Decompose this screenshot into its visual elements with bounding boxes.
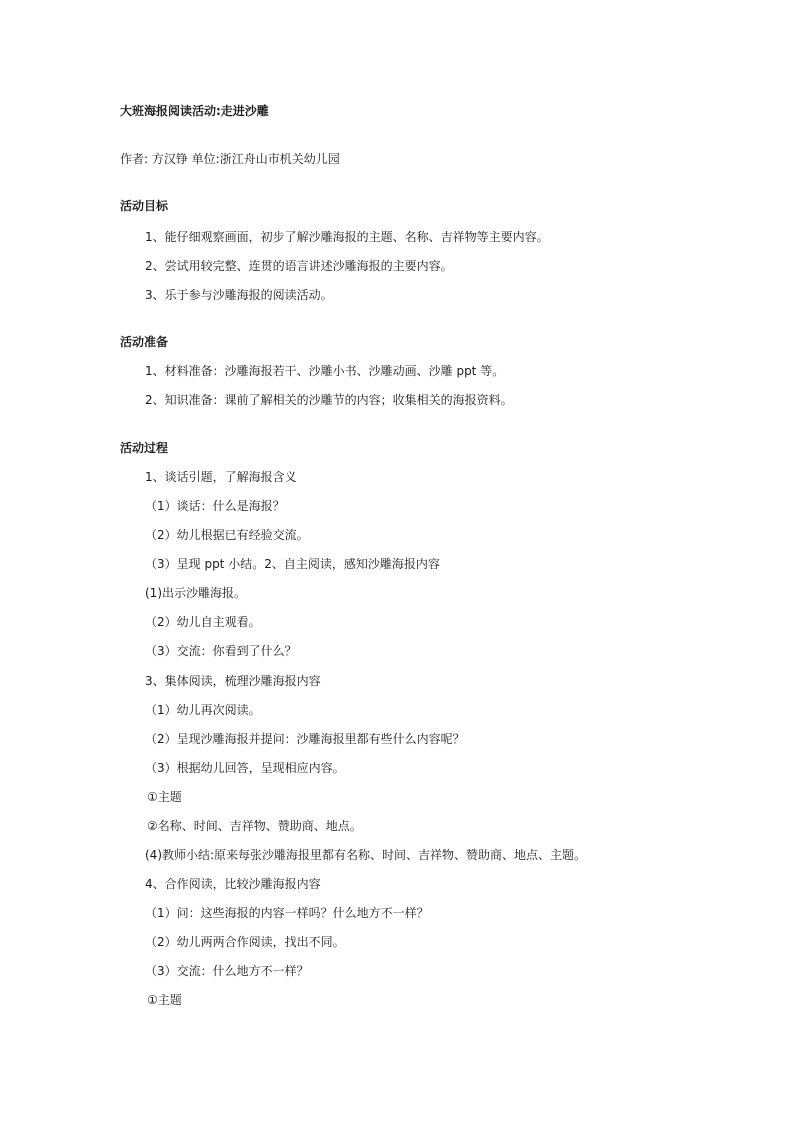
- process-item: （1）幼儿再次阅读。: [145, 703, 261, 717]
- process-item: （2）幼儿自主观看。: [145, 615, 261, 629]
- process-item: ①主题: [147, 790, 182, 804]
- preparation-item: 1、材料准备：沙雕海报若干、沙雕小书、沙雕动画、沙雕 ppt 等。: [145, 364, 505, 378]
- goal-item: 3、乐于参与沙雕海报的阅读活动。: [145, 288, 333, 302]
- process-item: 1、谈话引题，了解海报含义: [145, 470, 297, 484]
- process-item: （3）呈现 ppt 小结。2、自主阅读，感知沙雕海报内容: [145, 557, 440, 571]
- process-item: (1)出示沙雕海报。: [145, 586, 246, 600]
- section-heading-goals: 活动目标: [120, 199, 169, 213]
- goal-item: 2、尝试用较完整、连贯的语言讲述沙雕海报的主要内容。: [145, 259, 453, 273]
- process-item: （3）根据幼儿回答，呈现相应内容。: [145, 761, 345, 775]
- process-item: （2）幼儿两两合作阅读，找出不同。: [145, 935, 345, 949]
- preparation-item: 2、知识准备：课前了解相关的沙雕节的内容；收集相关的海报资料。: [145, 393, 513, 407]
- author-line: 作者: 方汉铮 单位:浙江舟山市机关幼儿园: [120, 152, 340, 166]
- process-item: (4)教师小结:原来每张沙雕海报里都有名称、时间、吉祥物、赞助商、地点、主题。: [145, 848, 587, 862]
- process-item: （1）问：这些海报的内容一样吗？什么地方不一样？: [145, 906, 429, 920]
- document-title: 大班海报阅读活动:走进沙雕: [120, 104, 269, 118]
- process-item: （3）交流：什么地方不一样？: [145, 964, 309, 978]
- goal-item: 1、能仔细观察画面，初步了解沙雕海报的主题、名称、吉祥物等主要内容。: [145, 230, 549, 244]
- section-heading-preparation: 活动准备: [120, 335, 169, 349]
- process-item: （1）谈话：什么是海报？: [145, 499, 285, 513]
- process-item: ②名称、时间、吉祥物、赞助商、地点。: [147, 819, 362, 833]
- section-heading-process: 活动过程: [120, 441, 169, 455]
- process-item: 4、合作阅读，比较沙雕海报内容: [145, 877, 321, 891]
- process-item: （2）幼儿根据已有经验交流。: [145, 528, 309, 542]
- process-item: 3、集体阅读，梳理沙雕海报内容: [145, 674, 321, 688]
- process-item: ①主题: [147, 993, 182, 1007]
- process-item: （2）呈现沙雕海报并提问：沙雕海报里都有些什么内容呢？: [145, 732, 465, 746]
- process-item: （3）交流：你看到了什么？: [145, 644, 297, 658]
